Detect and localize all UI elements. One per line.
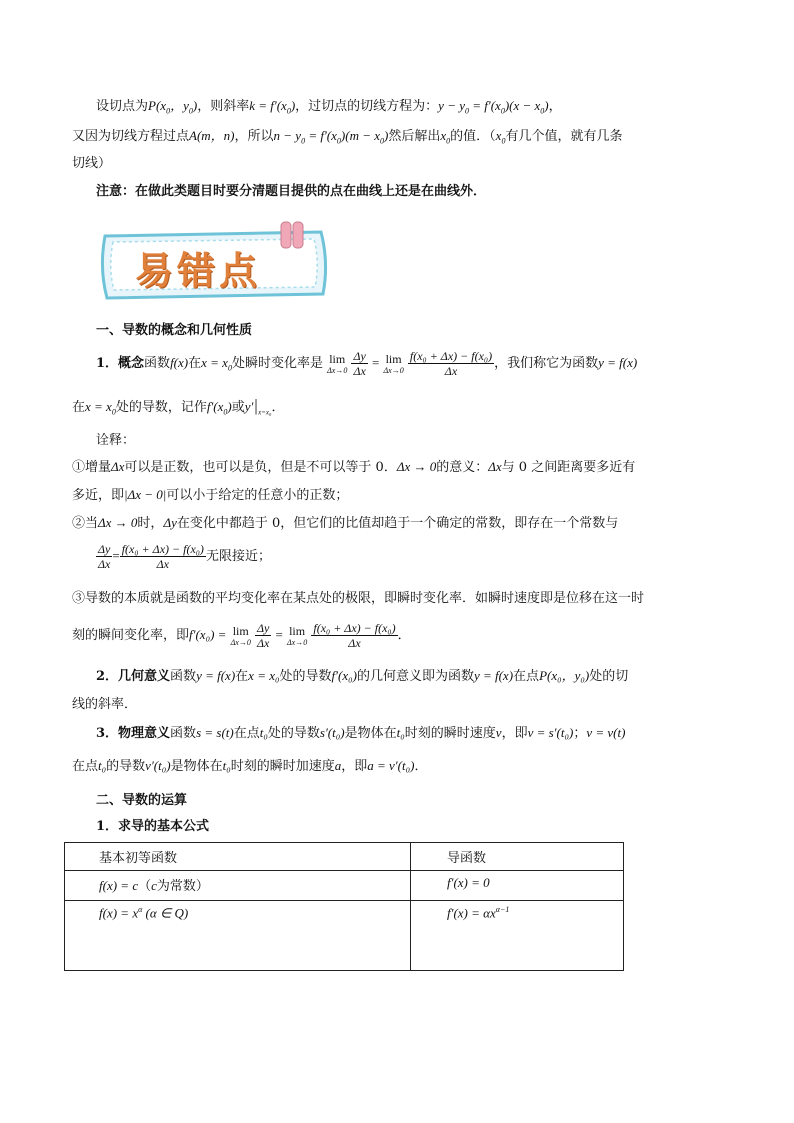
label: 3．物理意义 <box>96 726 171 741</box>
physical-meaning <box>96 724 625 743</box>
den: Δx <box>256 636 270 650</box>
math: f(x) = c <box>99 878 139 893</box>
limit <box>287 625 307 647</box>
math: |Δx − 0| <box>124 487 167 502</box>
geometric-meaning-2: 线的斜率． <box>72 697 138 712</box>
table-cell <box>65 901 411 971</box>
text: 处的导数，记作 <box>115 400 207 415</box>
text: 的值．（ <box>450 129 496 144</box>
text: ，即 <box>501 726 528 741</box>
math: a <box>334 758 342 773</box>
text: ，过切点的切线方程为： <box>295 99 439 114</box>
text: 在点 <box>72 759 99 774</box>
text: 刻的瞬间变化率，即 <box>72 628 190 643</box>
math: s′(t₀) <box>319 725 345 740</box>
sub: 0 <box>500 106 505 116</box>
text: （ <box>138 879 152 894</box>
eq: = <box>275 627 283 642</box>
sub: 0 <box>286 106 291 116</box>
geometric-meaning <box>96 667 628 686</box>
math: ) <box>290 98 296 113</box>
sub: 0 <box>336 136 341 146</box>
text: 的意义： <box>436 460 489 475</box>
math: ) <box>384 128 389 143</box>
text: 的导数 <box>106 759 146 774</box>
text: 与 0 之间距离要多近有 <box>501 460 636 475</box>
math: x = x <box>85 399 112 414</box>
text: ，则斜率 <box>197 99 250 114</box>
sub: 0 <box>501 136 506 146</box>
math: P(x <box>148 98 167 113</box>
math: s = s(t) <box>196 725 234 740</box>
fraction-dy-dx <box>351 349 367 378</box>
text: 在 <box>235 669 249 684</box>
num: Δy <box>98 542 111 556</box>
text: 时， <box>137 516 164 531</box>
lim-sub: Δx→0 <box>286 637 308 647</box>
text: 处的导数 <box>279 669 332 684</box>
annotation-1 <box>72 458 635 477</box>
annotation-2b <box>96 542 271 571</box>
math: n − y <box>273 128 302 143</box>
physical-meaning-2 <box>72 757 427 776</box>
text: 在变化中都趋于 0，但它们的比值却趋于一个确定的常数，即存在一个常数与 <box>176 516 619 531</box>
text: 多近，即 <box>72 488 125 503</box>
math: f(x) <box>170 355 189 370</box>
text: 或 <box>231 400 245 415</box>
section-2-sub-1: 1．求导的基本公式 <box>96 819 210 834</box>
math: )(x − x <box>504 98 541 113</box>
error-points-banner <box>95 218 335 308</box>
table-cell <box>411 901 624 971</box>
math: f(x) = x <box>99 905 139 921</box>
text: ， <box>548 99 562 114</box>
math: t₀ <box>396 725 405 740</box>
table-header-row <box>65 843 624 871</box>
fraction-diff <box>120 542 206 571</box>
text: 时刻的瞬时速度 <box>404 726 496 741</box>
label: 1．概念 <box>96 356 145 371</box>
note-text: 注意：在做此类题目时要分清题目提供的点在曲线上还是在曲线外． <box>96 184 487 199</box>
fraction-dy-dx <box>255 621 271 650</box>
concept-line: 1．概念函数f(x)在$x = x_0$处瞬时变化率是 lim Δx→0 $\frac{\Delta y}{\Delta x}$ = lim Δx→0 $\frac{\text{f(x₀ + Δx) − f(x₀)}}{\Delta x}$ ，我们称它为函数y = f(x) <box>96 349 638 378</box>
annotation-1b <box>72 486 348 505</box>
math: Δx <box>488 459 502 474</box>
intro-line-1 <box>96 97 562 121</box>
math: P(x₀，y₀) <box>539 668 590 683</box>
math: a = v′(t₀) <box>367 758 415 773</box>
math: = f′(x <box>468 98 501 113</box>
intro-line-3: 切线） <box>72 156 112 171</box>
text: ． <box>397 628 411 643</box>
text: 无限接近； <box>205 549 271 564</box>
table-row <box>65 871 624 901</box>
math: | <box>253 396 259 415</box>
limit <box>327 353 347 375</box>
annotation-heading: 诠释： <box>96 433 136 448</box>
math: ) <box>227 399 232 414</box>
math: y = f(x) <box>598 355 638 370</box>
math: A(m，n) <box>189 128 235 143</box>
text: ①增量 <box>72 460 112 475</box>
math: k = f′(x <box>249 98 287 113</box>
table-cell <box>411 871 624 901</box>
text: ，我们称它为函数 <box>494 356 599 371</box>
num: f(x₀ + Δx) − f(x₀) <box>409 349 493 363</box>
math: v = v(t) <box>586 725 626 740</box>
math: x <box>440 128 447 143</box>
math: v′(t₀) <box>145 758 171 773</box>
table-row <box>65 901 624 971</box>
math: t₀ <box>222 758 231 773</box>
lim-word: lim <box>329 351 346 366</box>
text: 有几个值，就有几条 <box>505 129 623 144</box>
text: 然后解出 <box>388 129 441 144</box>
den: Δx <box>98 557 111 571</box>
math: t₀ <box>259 725 268 740</box>
math: v = s′(t₀) <box>527 725 574 740</box>
text: ，即 <box>341 759 368 774</box>
sub: 0 <box>188 106 193 116</box>
math: f′(x) = 0 <box>447 875 490 890</box>
text: 处的导数 <box>267 726 320 741</box>
num: f(x₀ + Δx) − f(x₀) <box>313 621 396 635</box>
lim-sub: Δx→0 <box>230 637 251 647</box>
table-header: 基本初等函数 <box>65 843 411 871</box>
text: 可以是正数，也可以是负，但是不可以等于 0． <box>124 460 397 475</box>
num: Δy <box>353 349 366 363</box>
text: 处瞬时变化率是 <box>231 356 323 371</box>
text: 函数 <box>170 726 197 741</box>
math: ，y <box>170 98 189 113</box>
annotation-3b <box>72 620 411 651</box>
lim-word: lim <box>385 351 402 366</box>
math: f′(x₀) <box>331 668 357 683</box>
section-1-heading: 一、导数的概念和几何性质 <box>96 323 253 338</box>
math: c <box>151 878 157 893</box>
math: f′(x₀) = <box>189 627 227 642</box>
lim-word: lim <box>232 623 249 638</box>
limit <box>383 353 403 375</box>
text: 的几何意义即为函数 <box>356 669 474 684</box>
text: ． <box>271 400 285 415</box>
text: 处的切 <box>589 669 629 684</box>
num: Δy <box>256 621 270 635</box>
math: x = x₀ <box>248 668 280 683</box>
text: ． <box>414 759 428 774</box>
fraction-diff <box>408 349 494 378</box>
sub: 0 <box>540 106 545 116</box>
text: 函数 <box>170 669 197 684</box>
label: 2．几何意义 <box>96 669 171 684</box>
fraction-dy-dx <box>96 542 112 571</box>
math: Δx → 0 <box>98 515 138 530</box>
math: v <box>495 725 502 740</box>
sub: 0 <box>464 106 469 116</box>
text: 设切点为 <box>96 99 149 114</box>
limit <box>231 625 251 647</box>
math: (α ∈ Q) <box>142 905 189 921</box>
den: Δx <box>444 364 458 378</box>
text: 函数 <box>144 356 171 371</box>
math: Δx <box>111 459 125 474</box>
derivative-table <box>64 842 624 971</box>
sub: 0 <box>111 407 116 417</box>
text: 时刻的瞬时加速度 <box>230 759 335 774</box>
math: Δy <box>163 515 177 530</box>
sub: 0 <box>446 136 451 146</box>
sub: 0 <box>227 363 232 373</box>
section-2-heading: 二、导数的运算 <box>96 793 188 808</box>
math: f′(x <box>206 399 224 414</box>
sup: α <box>138 905 143 914</box>
text: 是物体在 <box>344 726 397 741</box>
math: )(m − x <box>340 128 380 143</box>
sub: 0 <box>166 106 171 116</box>
math: Δx → 0 <box>396 459 437 474</box>
eq: = <box>112 548 120 563</box>
table-header: 导函数 <box>411 843 624 871</box>
banner-title: 易错点 <box>135 249 262 293</box>
math: x = x <box>201 355 228 370</box>
lim-sub: Δx→0 <box>383 365 404 375</box>
annotation-3: ③导数的本质就是函数的平均变化率在某点处的极限，即瞬时变化率．如瞬时速度即是位移在这一时 <box>72 591 645 606</box>
text: 在点 <box>233 726 260 741</box>
sub: x=x₀ <box>258 408 272 417</box>
sub: 0 <box>301 136 306 146</box>
math: y = f(x) <box>473 668 514 683</box>
sub: 0 <box>380 136 384 146</box>
math: y′ <box>244 399 254 414</box>
text: 为常数） <box>156 879 209 894</box>
text: 在 <box>72 400 86 415</box>
text: ②当 <box>72 516 99 531</box>
den: Δx <box>348 636 361 650</box>
den: Δx <box>156 557 170 571</box>
text: ，所以 <box>234 129 274 144</box>
text: 可以小于给定的任意小的正数； <box>166 488 349 503</box>
lim-sub: Δx→0 <box>327 365 348 375</box>
table-cell <box>65 871 411 901</box>
intro-line-2 <box>72 127 622 151</box>
math: = f′(x <box>305 128 337 143</box>
annotation-2 <box>72 514 618 533</box>
sup: α−1 <box>495 905 510 914</box>
math: ) <box>192 98 198 113</box>
text: 又因为切线方程过点 <box>72 129 190 144</box>
math: t₀ <box>98 758 107 773</box>
den: Δx <box>353 364 366 378</box>
concept-line-2 <box>72 397 284 422</box>
math: ) <box>544 98 549 113</box>
text: 是物体在 <box>170 759 223 774</box>
math: f′(x) = αx <box>447 905 496 921</box>
lim-word: lim <box>289 623 306 638</box>
math: y = f(x) <box>196 668 236 683</box>
num: f(x₀ + Δx) − f(x₀) <box>121 542 204 556</box>
text: ； <box>573 726 587 741</box>
fraction-diff <box>311 621 397 650</box>
text: 在 <box>188 356 202 371</box>
sub: 0 <box>223 407 228 417</box>
math: x <box>495 128 502 143</box>
math: y − y <box>438 98 465 113</box>
text: 在点 <box>513 669 540 684</box>
